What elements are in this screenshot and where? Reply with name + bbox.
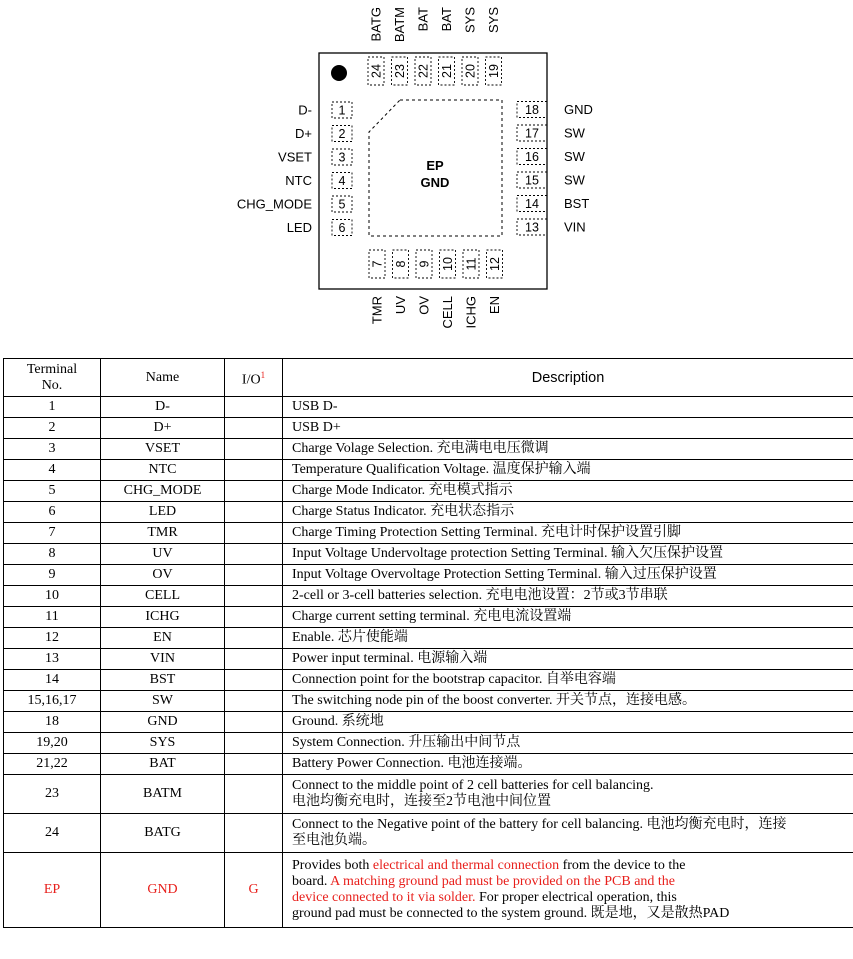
header-description: Description — [283, 359, 853, 397]
table-row: 14 BST Connection point for the bootstrap capacitor. 自举电容端 — [4, 670, 853, 691]
pin-label: D+ — [295, 126, 312, 141]
pin-label: BATM — [392, 7, 407, 43]
pin-label: OV — [416, 296, 432, 315]
table-row-batg: 24 BATG Connect to the Negative point of the battery for cell balancing. 电池均衡充电时，连接 至电池负端。 — [4, 814, 853, 853]
table-row: 21,22 BAT Battery Power Connection. 电池连接端。 — [4, 754, 853, 775]
table-row: 6 LED Charge Status Indicator. 充电状态指示 — [4, 502, 853, 523]
pin-number: 11 — [464, 257, 479, 271]
io-footnote-ref: 1 — [260, 369, 266, 380]
pin-label: BATG — [368, 7, 384, 42]
pin-number: 1 — [338, 103, 346, 118]
table-row: 10 CELL 2-cell or 3-cell batteries selection. 充电电池设置：2节或3节串联 — [4, 586, 853, 607]
pin-label: NTC — [285, 173, 312, 188]
pin-label: SW — [564, 172, 585, 188]
pin-number: 23 — [393, 64, 407, 78]
pin-number: 22 — [416, 64, 431, 78]
pin-label: BAT — [415, 7, 431, 32]
table-row: 13 VIN Power input terminal. 电源输入端 — [4, 649, 853, 670]
table-row: 1 D- USB D- — [4, 397, 853, 418]
pin-number: 8 — [394, 260, 408, 268]
pin-number: 14 — [525, 197, 539, 211]
pin-label: VIN — [564, 219, 586, 235]
pin-label: VSET — [278, 149, 312, 165]
table-row: 7 TMR Charge Timing Protection Setting Terminal. 充电计时保护设置引脚 — [4, 523, 853, 544]
pins-group — [237, 7, 593, 329]
pin-label: GND — [564, 102, 593, 117]
pin-number: 5 — [338, 197, 346, 212]
table-row: 11 ICHG Charge current setting terminal. 充电电流设置端 — [4, 607, 853, 628]
pin1-marker-dot — [331, 65, 347, 81]
pin-number: 2 — [338, 127, 346, 141]
pin-label: UV — [393, 296, 408, 315]
table-row: 8 UV Input Voltage Undervoltage protection Setting Terminal. 输入欠压保护设置 — [4, 544, 853, 565]
pin-number: 4 — [338, 174, 346, 188]
pin-label: SYS — [486, 7, 501, 34]
pin-label: LED — [286, 220, 312, 235]
pin-label: SW — [564, 149, 585, 164]
table-row: 2 D+ USB D+ — [4, 418, 853, 439]
pin-number: 12 — [488, 257, 502, 271]
pin-label: BAT — [439, 7, 454, 32]
pin-label: CELL — [440, 296, 455, 329]
table-row: 19,20 SYS System Connection. 升压输出中间节点 — [4, 733, 853, 754]
table-row: 9 OV Input Voltage Overvoltage Protection Setting Terminal. 输入过压保护设置 — [4, 565, 853, 586]
pin-number: 17 — [525, 126, 539, 141]
package-pinout-diagram — [0, 0, 853, 356]
pin-label: ICHG — [463, 296, 479, 329]
pin-number: 15 — [525, 173, 539, 188]
pin-label: D- — [298, 102, 312, 118]
pin-number: 3 — [338, 150, 346, 165]
pin-number: 6 — [338, 221, 346, 235]
table-row: 15,16,17 SW The switching node pin of the boost converter. 开关节点，连接电感。 — [4, 691, 853, 712]
table-row: 5 CHG_MODE Charge Mode Indicator. 充电模式指示 — [4, 481, 853, 502]
exposed-pad-label-ep: EP — [426, 158, 444, 173]
pin-number: 10 — [441, 257, 455, 271]
table-row-batm: 23 BATM Connect to the middle point of 2 cell batteries for cell balancing. 电池均衡充电时，连接至2节电池中间位置 — [4, 775, 853, 814]
table-row: 4 NTC Temperature Qualification Voltage. 温度保护输入端 — [4, 460, 853, 481]
pin-label: SW — [564, 125, 585, 141]
pin-number: 21 — [440, 64, 454, 78]
pin-number: 9 — [417, 260, 432, 268]
pin-label: CHG_MODE — [236, 196, 312, 212]
table-row: 18 GND Ground. 系统地 — [4, 712, 853, 733]
pin-number: 16 — [525, 150, 539, 164]
pin-label: SYS — [462, 7, 478, 34]
pin-label: BST — [564, 196, 590, 211]
header-io: I/O$^1$ — [225, 359, 283, 397]
header-terminal-no: Terminal No. — [4, 359, 101, 397]
pin-number: 18 — [525, 103, 539, 117]
table-row-exposed-pad: EP GND G Provides both electrical and thermal connection from the device to the board. A matching ground pad must be provided on the PCB and the device connected to it via solder. For proper electrical operation, this ground pad must be connected to the system ground. 既是地，又是散热PAD — [4, 853, 853, 928]
pin-label: EN — [487, 296, 502, 315]
table-header-row — [4, 359, 853, 397]
exposed-pad-label-gnd: GND — [420, 175, 450, 190]
pin-description-table — [3, 358, 853, 928]
header-name: Name — [101, 359, 225, 397]
pin-number: 7 — [370, 260, 385, 268]
pin-number: 19 — [487, 64, 501, 78]
pin-number: 13 — [525, 220, 539, 235]
table-row: 12 EN Enable. 芯片使能端 — [4, 628, 853, 649]
pin-label: TMR — [369, 296, 385, 325]
pin-number: 20 — [463, 64, 478, 78]
pin-number: 24 — [369, 64, 384, 78]
table-row: 3 VSET Charge Volage Selection. 充电满电电压微调 — [4, 439, 853, 460]
